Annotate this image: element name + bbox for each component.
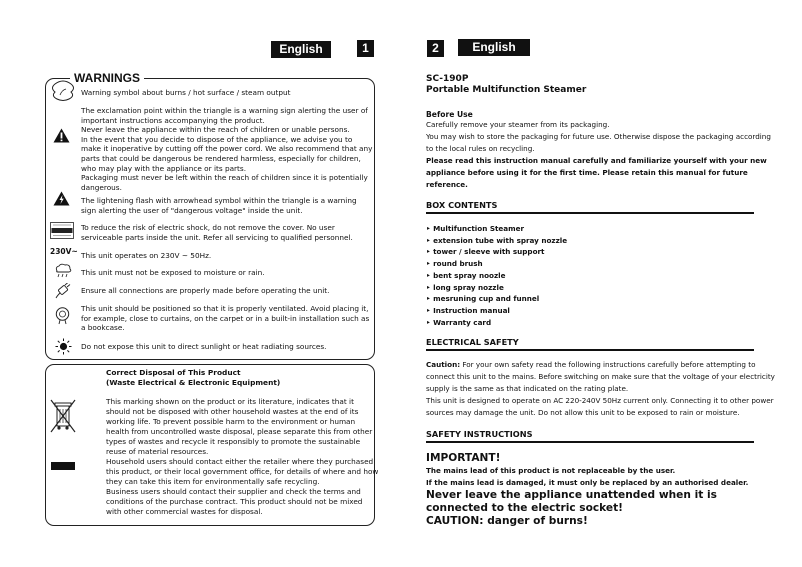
box-contents-list (426, 223, 776, 328)
safety-line4: CAUTION: danger of burns! (426, 515, 588, 528)
list-item: ‣ round brush (426, 259, 483, 269)
safety-instructions-heading: SAFETY INSTRUCTIONS (426, 429, 754, 443)
list-item: ‣ bent spray noozle (426, 270, 506, 280)
before-use-p3: Please read this instruction manual carefully and familiarize yourself with your new appliance before using it for the first time. Please retain this manual for future reference. (426, 156, 767, 189)
list-item: ‣ mesruning cup and funnel (426, 294, 540, 304)
exclamation-triangle-icon (53, 128, 70, 143)
warning-text-sunlight: Do not expose this unit to direct sunlight or heat radiating sources. (81, 342, 327, 351)
product-name: Portable Multifunction Steamer (426, 85, 587, 95)
warnings-title: WARNINGS (70, 71, 144, 85)
disposal-bar (51, 462, 75, 470)
electrical-safety-heading: ELECTRICAL SAFETY (426, 337, 754, 351)
ventilation-icon (55, 307, 70, 325)
disposal-title (106, 368, 280, 388)
page-2-language-label: English (458, 39, 530, 56)
plug-icon (55, 283, 72, 299)
lightning-triangle-icon (53, 191, 70, 206)
important-heading: IMPORTANT! (426, 452, 501, 465)
before-use-p2: You may wish to store the packaging for future use. Otherwise dispose the packaging according to the local rules on recycling. (426, 132, 771, 153)
list-item: ‣ Multifunction Steamer (426, 224, 525, 233)
safety-line1: The mains lead of this product is not replaceable by the user. (426, 466, 676, 476)
warning-text-ventilation: This unit should be positioned so that it is properly ventilated. Avoid placing it, for example, close to curtains, on the carpet or in a built-in installation such as a bookcase. (81, 304, 370, 333)
list-item: ‣ Instruction manual (426, 305, 510, 315)
safety-line3: Never leave the appliance unattended when it is connected to the electric socket! (426, 489, 717, 515)
disposal-title-line2: (Waste Electrical & Electronic Equipment) (106, 377, 281, 387)
disposal-text: This marking shown on the product or its literature, indicates that it should not be disposed with other household wastes at the end of its working life. To prevent possible harm to the environment or human health from uncontrolled waste disposal, please separate this from other types of wastes and recycle it responsibly to promote the sustainable reuse of material resources. Household users should contact either the retailer where they purchased this product, or their local government office, for details of where and how they can take this item for environmentally safe recycling. Business users should contact their supplier and check the terms and conditions of the purchase contract. This product should not be mixed with other commercial wastes for disposal. (106, 397, 379, 516)
safety-line2: If the mains lead is damaged, it must only be replaced by an authorised dealer. (426, 478, 749, 488)
crossed-bin-icon (50, 398, 76, 442)
caution-label: Caution: (426, 360, 461, 370)
list-item: ‣ long spray nozzle (426, 282, 504, 292)
warning-text-cover: To reduce the risk of electric shock, do not remove the cover. No user serviceable parts inside the unit. Refer all servicing to qualified personnel. (81, 223, 353, 242)
list-item: ‣ Warranty card (426, 317, 492, 327)
disposal-title-line1: Correct Disposal of This Product (106, 368, 241, 377)
electrical-safety-p2: This unit is designed to operate on AC 220-240V 50Hz current only. Connecting it to other power sources may damage the unit. Do not allow this unit to be exposed to rain or moisture. (426, 396, 774, 418)
electrical-safety-caution: Caution: For your own safety read the following instructions carefully before attempting to connect this unit to the mains. Before switching on make sure that the voltage of your electricity supply is the same as that indicated on the rating plate. (426, 360, 775, 394)
warning-text-voltage: This unit operates on 230V ~ 50Hz. (81, 251, 212, 260)
caution-label-icon (50, 222, 74, 239)
list-item: ‣ extension tube with spray nozzle (426, 235, 568, 245)
warning-text-burns: Warning symbol about burns / hot surface / steam output (81, 88, 291, 97)
page-2-number: 2 (427, 40, 444, 57)
voltage-icon: 230V~ (50, 247, 78, 256)
page-1-number: 1 (357, 40, 374, 57)
sun-icon (55, 338, 72, 355)
before-use-heading: Before Use (426, 110, 473, 119)
box-contents-heading: BOX CONTENTS (426, 200, 754, 214)
list-item: ‣ tower / sleeve with support (426, 247, 545, 257)
warning-text-connections: Ensure all connections are properly made before operating the unit. (81, 286, 330, 295)
warning-text-lightning: The lightening flash with arrowhead symbol within the triangle is a warning sign alerting the user of "dangerous voltage" inside the unit. (81, 196, 357, 215)
before-use-p1: Carefully remove your steamer from its packaging. (426, 120, 610, 129)
model-number: SC-190P (426, 74, 469, 84)
warning-text-moisture: This unit must not be exposed to moisture or rain. (81, 268, 265, 277)
rain-cloud-icon (53, 263, 73, 279)
page-1-language-label: English (271, 41, 331, 58)
warning-text-exclamation: The exclamation point within the triangle is a warning sign alerting the user of important instructions accompanying the product. Never leave the appliance within the reach of children or unable persons. In the event that you decide to dispose of the appliance, we advise you to make it inoperative by cutting off the power cord. We also recommend that any parts that could be dangerous be rendered harmless, especially for children, who may play with the appliance or its parts. Packaging must never be left within the reach of children since it is potentially dangerous. (81, 106, 373, 192)
burn-steam-icon (49, 80, 77, 102)
